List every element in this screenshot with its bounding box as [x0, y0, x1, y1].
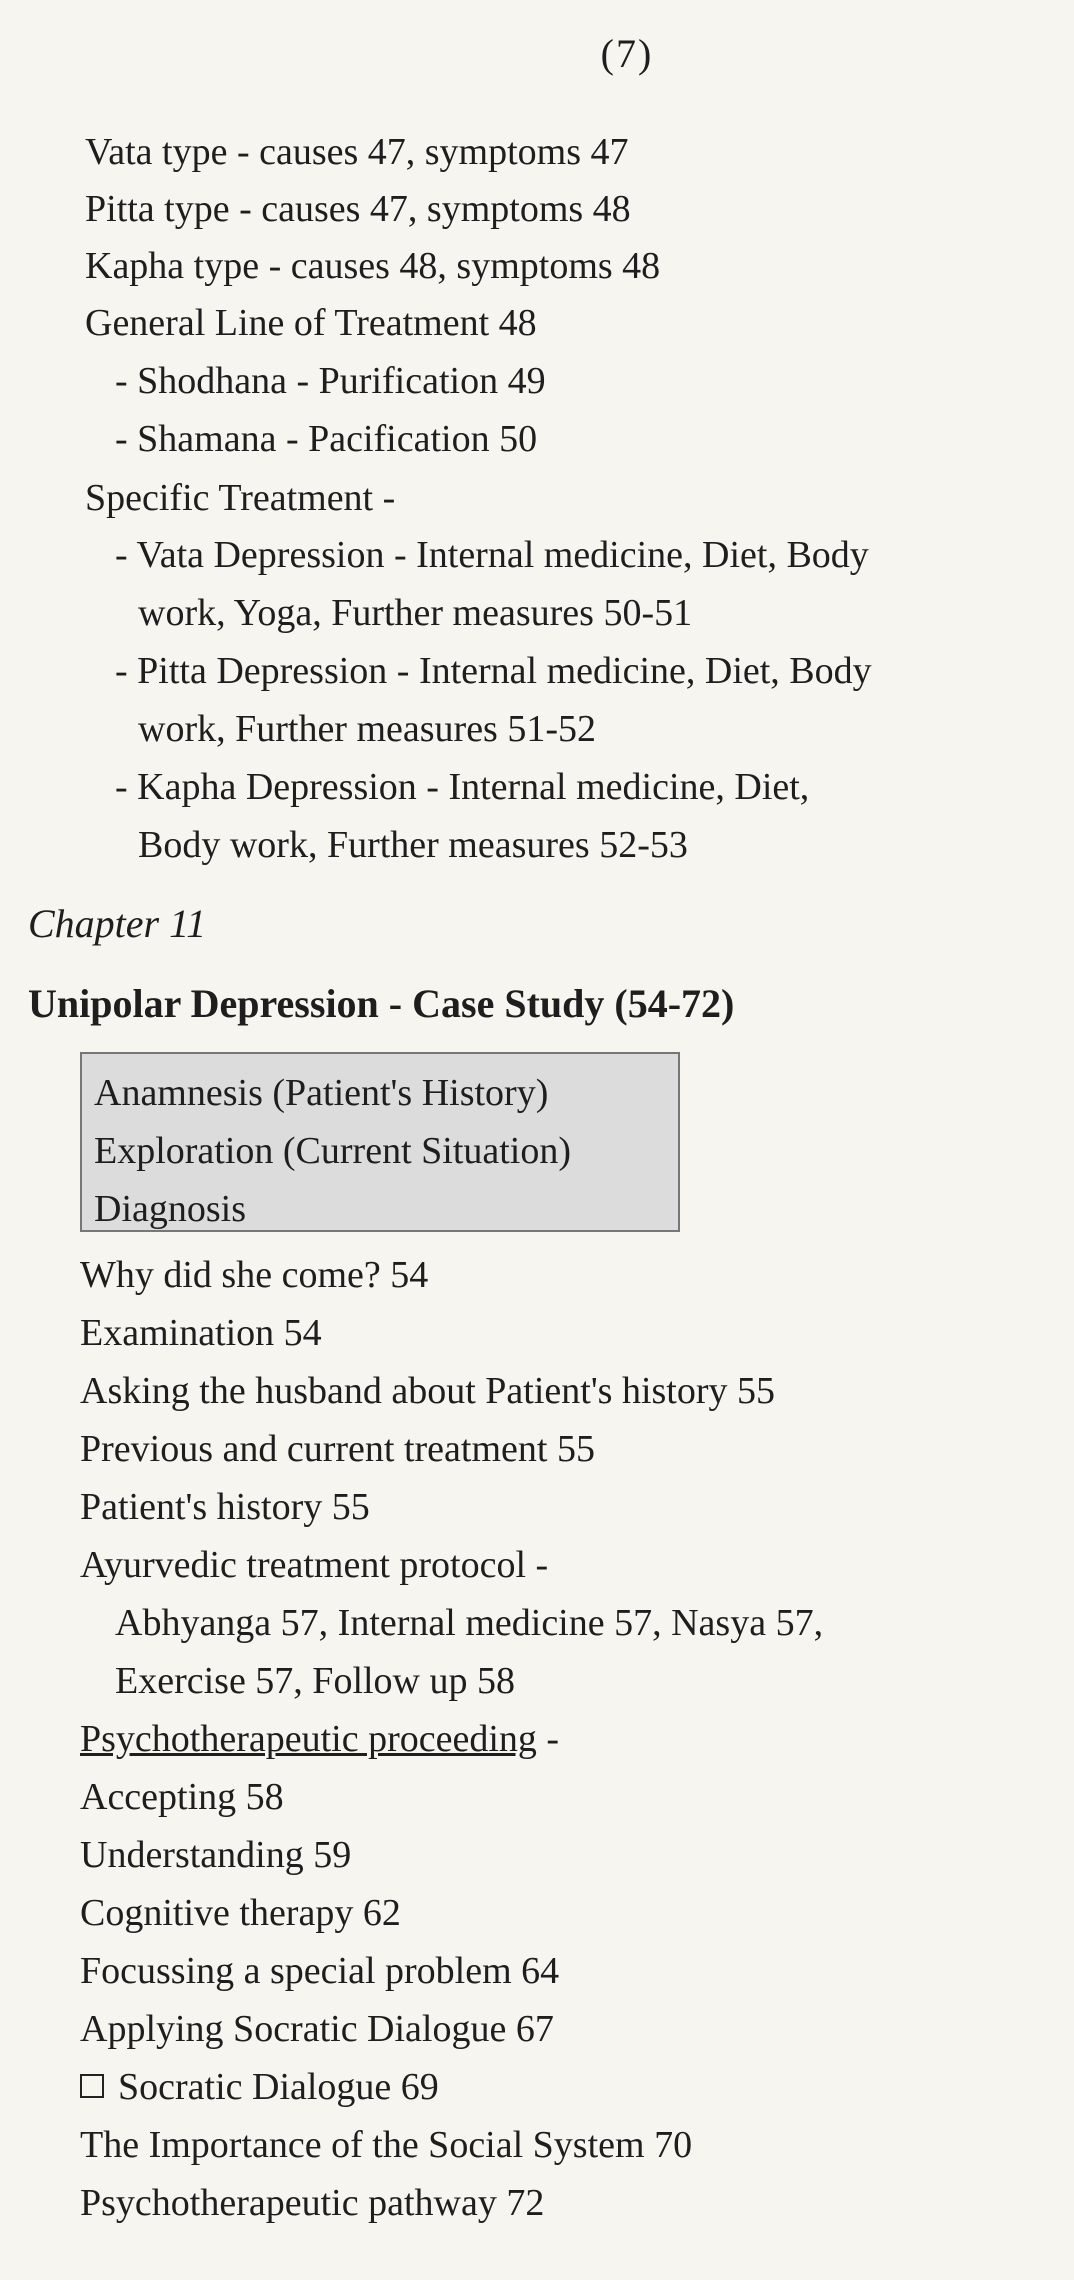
box-item: Diagnosis: [94, 1188, 246, 1230]
box-item: Anamnesis (Patient's History): [94, 1072, 549, 1114]
toc-entry: Kapha type - causes 48, symptoms 48: [85, 245, 661, 287]
toc-entry-with-checkbox: [80, 2068, 439, 2106]
toc-entry: Patient's history 55: [80, 1486, 370, 1528]
square-bullet-icon: [80, 2074, 104, 2098]
toc-entry: Psychotherapeutic pathway 72: [80, 2182, 545, 2224]
toc-entry: Why did she come? 54: [80, 1254, 429, 1296]
chapter-label: Chapter 11: [28, 901, 207, 946]
toc-subentry: - Shodhana - Purification 49: [115, 360, 546, 402]
toc-subentry-continuation: work, Yoga, Further measures 50-51: [138, 592, 693, 634]
toc-subentry-continuation: Body work, Further measures 52-53: [138, 824, 688, 866]
entry-suffix: -: [536, 1718, 560, 1760]
box-item: Exploration (Current Situation): [94, 1130, 572, 1172]
underlined-label: Psychotherapeutic proceeding: [80, 1718, 537, 1760]
toc-entry: Ayurvedic treatment protocol -: [80, 1544, 549, 1586]
toc-entry: Pitta type - causes 47, symptoms 48: [85, 188, 631, 230]
toc-entry: The Importance of the Social System 70: [80, 2124, 693, 2166]
toc-subentry-continuation: work, Further measures 51-52: [138, 708, 597, 750]
toc-entry: Accepting 58: [80, 1776, 284, 1818]
toc-entry: Cognitive therapy 62: [80, 1892, 401, 1934]
toc-entry: Asking the husband about Patient's history 55: [80, 1370, 776, 1412]
toc-subentry: - Kapha Depression - Internal medicine, Diet,: [115, 766, 810, 808]
toc-entry: Previous and current treatment 55: [80, 1428, 595, 1470]
chapter-title: Unipolar Depression - Case Study (54-72): [28, 981, 735, 1026]
toc-subentry: - Vata Depression - Internal medicine, Diet, Body: [115, 534, 869, 576]
toc-entry: General Line of Treatment 48: [85, 302, 537, 344]
page-number: (7): [600, 31, 654, 76]
toc-subentry: Abhyanga 57, Internal medicine 57, Nasya 57,: [115, 1602, 824, 1644]
toc-entry-underlined: [80, 1720, 559, 1758]
entry-label: Socratic Dialogue 69: [118, 2066, 439, 2108]
toc-entry: Vata type - causes 47, symptoms 47: [85, 131, 629, 173]
toc-entry: Examination 54: [80, 1312, 322, 1354]
summary-box: [80, 1052, 680, 1232]
toc-subentry: - Shamana - Pacification 50: [115, 418, 538, 460]
toc-subentry: - Pitta Depression - Internal medicine, Diet, Body: [115, 650, 872, 692]
toc-entry: Understanding 59: [80, 1834, 352, 1876]
toc-entry: Focussing a special problem 64: [80, 1950, 560, 1992]
toc-entry: Specific Treatment -: [85, 477, 396, 519]
toc-entry: Applying Socratic Dialogue 67: [80, 2008, 554, 2050]
toc-subentry: Exercise 57, Follow up 58: [115, 1660, 516, 1702]
